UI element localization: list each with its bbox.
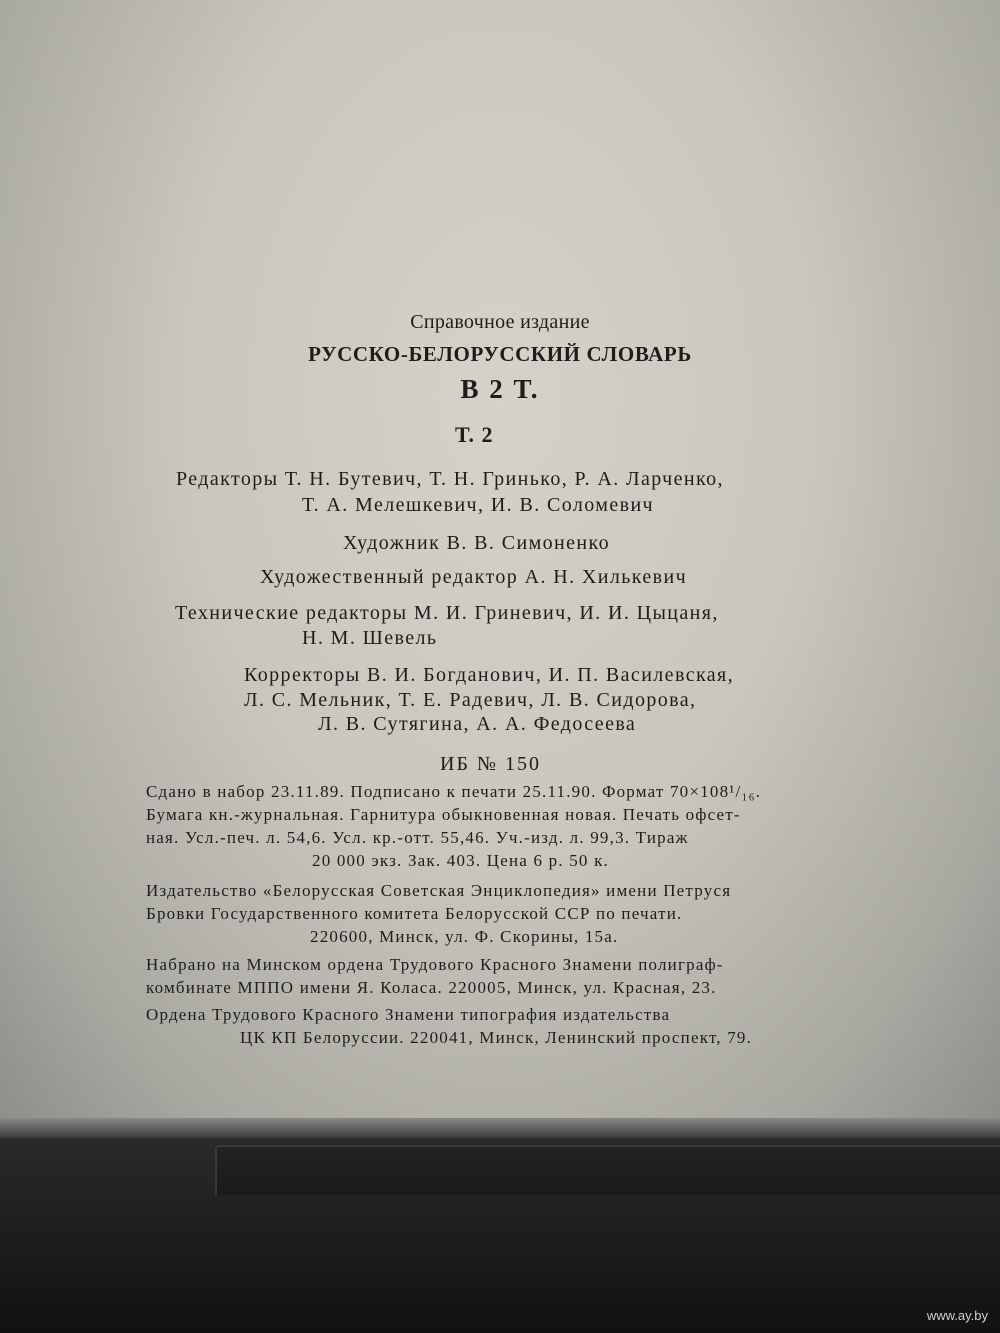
artist-credit: Художник В. В. Симоненко (343, 532, 611, 554)
typeset-line-1: Набрано на Минском ордена Трудового Красного Знамени полиграф- (146, 955, 724, 974)
proofreaders-line-3: Л. В. Сутягина, А. А. Федосеева (318, 713, 637, 735)
tech-editors-line-1: Технические редакторы М. И. Гриневич, И. И. Цыцаня, (175, 602, 719, 624)
volume-count: В 2 Т. (460, 374, 540, 404)
watermark: www.ay.by (926, 1308, 988, 1323)
book-title: РУССКО-БЕЛОРУССКИЙ СЛОВАРЬ (308, 342, 692, 366)
surface-groove (215, 1145, 1000, 1195)
printing-house-line-2: ЦК КП Белоруссии. 220041, Минск, Ленинский проспект, 79. (240, 1028, 753, 1047)
print-details-line-4: 20 000 экз. Зак. 403. Цена 6 р. 50 к. (312, 851, 609, 870)
print-details-line-2: Бумага кн.-журнальная. Гарнитура обыкновенная новая. Печать офсет- (146, 805, 741, 824)
editors-line-1: Редакторы Т. Н. Бутевич, Т. Н. Гринько, Р. А. Ларченко, (176, 468, 724, 490)
proofreaders-line-1: Корректоры В. И. Богданович, И. П. Василевская, (244, 664, 735, 686)
edition-type: Справочное издание (410, 311, 590, 333)
publisher-line-3: 220600, Минск, ул. Ф. Скорины, 15а. (310, 927, 619, 946)
tech-editors-line-2: Н. М. Шевель (302, 627, 438, 649)
publisher-line-1: Издательство «Белорусская Советская Энциклопедия» имени Петруся (146, 881, 732, 900)
editors-line-2: Т. А. Мелешкевич, И. В. Соломевич (302, 494, 655, 516)
printing-house-line-1: Ордена Трудового Красного Знамени типография издательства (146, 1005, 671, 1024)
ib-number: ИБ № 150 (440, 753, 542, 775)
page-edge (0, 1118, 1000, 1138)
typeset-line-2: комбинате МППО имени Я. Коласа. 220005, Минск, ул. Красная, 23. (146, 978, 717, 997)
print-details-line-1: Сдано в набор 23.11.89. Подписано к печати 25.11.90. Формат 70×108¹/₁₆. (146, 782, 762, 801)
art-editor-credit: Художественный редактор А. Н. Хилькевич (260, 566, 688, 588)
proofreaders-line-2: Л. С. Мельник, Т. Е. Радевич, Л. В. Сидорова, (244, 689, 697, 711)
volume-number: Т. 2 (455, 422, 494, 447)
print-details-line-3: ная. Усл.-печ. л. 54,6. Усл. кр.-отт. 55,46. Уч.-изд. л. 99,3. Тираж (146, 828, 689, 847)
publisher-line-2: Бровки Государственного комитета Белорусской ССР по печати. (146, 904, 683, 923)
